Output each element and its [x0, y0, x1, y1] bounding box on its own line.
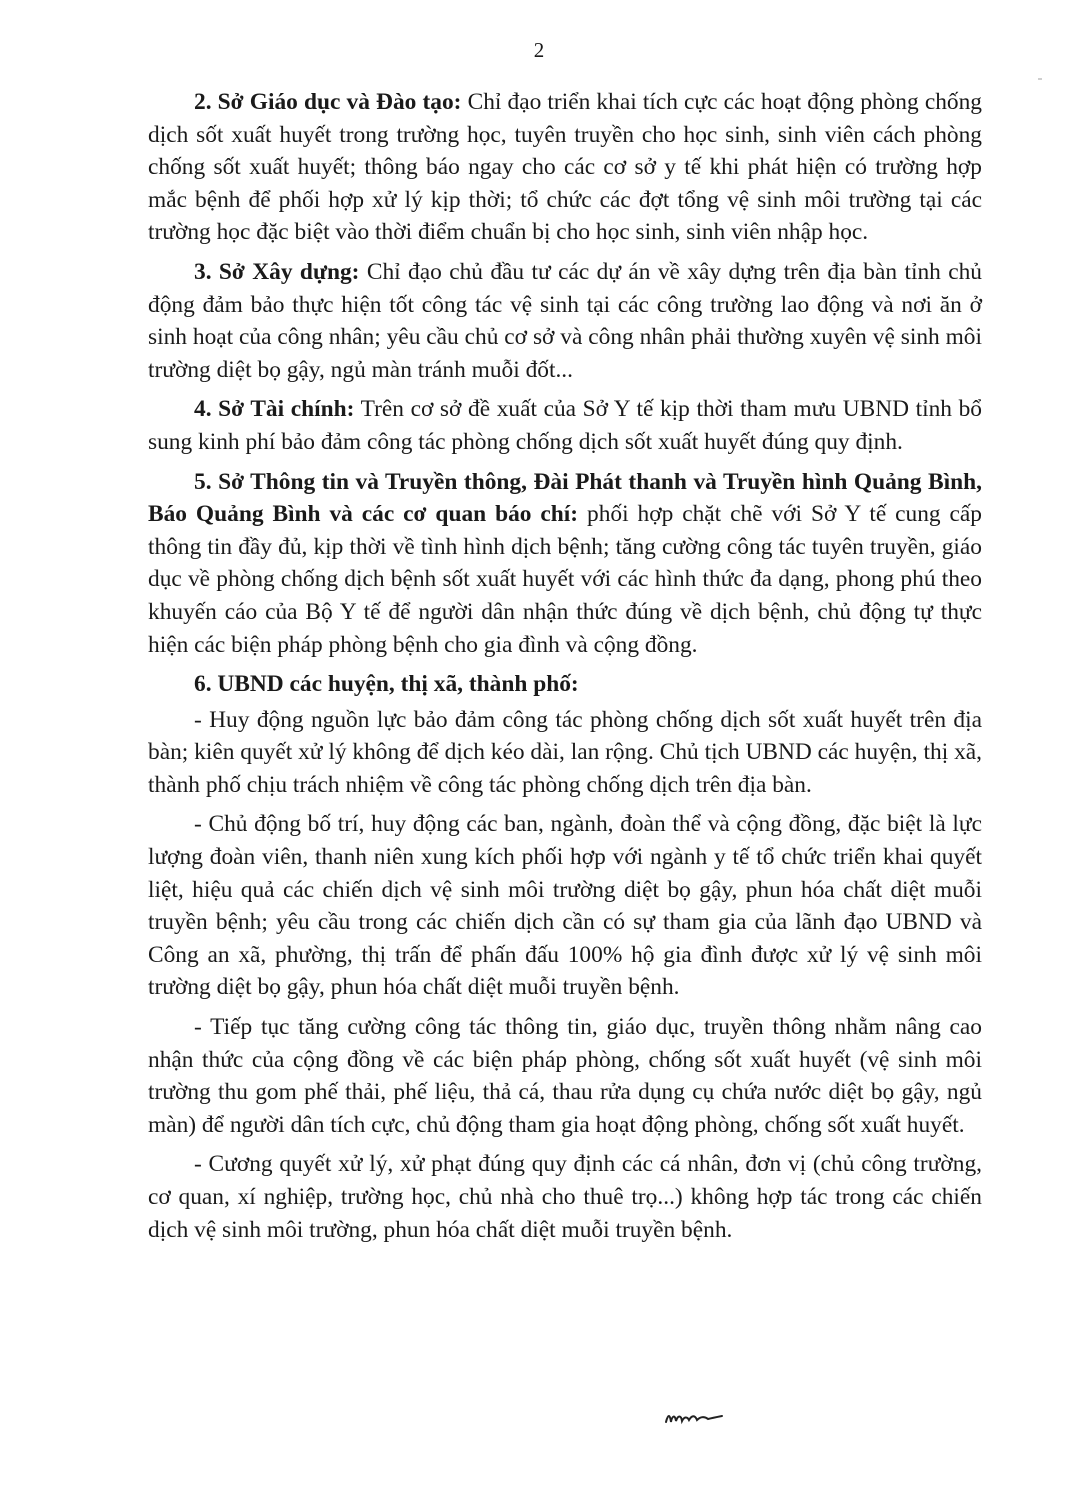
section-5-heading: 5. Sở Thông tin và Truyền thông, Đài Phát thanh và Truyền hình Quảng Bình, Báo Quảng Bình và các cơ quan báo chí:: [148, 468, 982, 528]
document-body: [148, 86, 982, 1253]
section-6-bullet: - Chủ động bố trí, huy động các ban, ngành, đoàn thể và cộng đồng, đặc biệt là lực lượng đoàn viên, thanh niên xung kích phối hợp với ngành y tế tổ chức triển khai quyết liệt, hiệu quả các chiến dịch vệ sinh môi trường diệt bọ gậy, phun hóa chất diệt muỗi truyền bệnh; yêu cầu trong các chiến dịch cần có sự tham gia của lãnh đạo UBND và Công an xã, phường, thị trấn để phấn đấu 100% hộ gia đình được xử lý vệ sinh môi trường diệt bọ gậy, phun hóa chất diệt muỗi truyền bệnh.: [148, 811, 982, 1001]
section-4-paragraph: [148, 393, 982, 458]
section-2-heading: 2. Sở Giáo dục và Đào tạo:: [194, 89, 462, 115]
section-5-text: phối hợp chặt chẽ với Sở Y tế cung cấp thông tin đầy đủ, kịp thời về tình hình dịch bệnh; tăng cường công tác tuyên truyền, giáo dục về phòng chống dịch bệnh sốt xuất huyết với các hình thức đa dạng, phong phú theo khuyến cáo của Bộ Y tế để người dân nhận thức đúng về dịch bệnh, chủ động tự thực hiện các biện pháp phòng bệnh cho gia đình và cộng đồng.: [148, 501, 982, 658]
scan-mark: [1038, 78, 1042, 80]
handwritten-initials-icon: [662, 1408, 726, 1430]
section-6-heading-paragraph: [148, 668, 982, 701]
section-5-paragraph: [148, 466, 982, 662]
page-number: 2: [533, 38, 545, 62]
section-4-text: Trên cơ sở đề xuất của Sở Y tế kịp thời tham mưu UBND tỉnh bổ sung kinh phí bảo đảm công tác phòng chống dịch sốt xuất huyết đúng quy định.: [148, 396, 982, 455]
section-6-bullet: - Cương quyết xử lý, xử phạt đúng quy định các cá nhân, đơn vị (chủ công trường, cơ quan, xí nghiệp, trường học, chủ nhà cho thuê trọ...) không hợp tác trong các chiến dịch vệ sinh môi trường, phun hóa chất diệt muỗi truyền bệnh.: [148, 1151, 982, 1243]
section-3-heading: 3. Sở Xây dựng:: [194, 258, 360, 285]
section-3-paragraph: [148, 256, 982, 386]
section-6-bullet: - Huy động nguồn lực bảo đảm công tác phòng chống dịch sốt xuất huyết trên địa bàn; kiên quyết xử lý không để dịch kéo dài, lan rộng. Chủ tịch UBND các huyện, thị xã, thành phố chịu trách nhiệm về công tác phòng chống dịch trên địa bàn.: [148, 706, 982, 798]
section-2-paragraph: [148, 86, 982, 249]
section-3-text: Chỉ đạo chủ đầu tư các dự án về xây dựng trên địa bàn tỉnh chủ động đảm bảo thực hiện tốt công tác vệ sinh tại các công trường lao động và nơi ăn ở sinh hoạt của công nhân; yêu cầu chủ cơ sở và công nhân phải thường xuyên vệ sinh môi trường diệt bọ gậy, ngủ màn tránh muỗi đốt...: [148, 258, 982, 383]
section-2-text: Chỉ đạo triển khai tích cực các hoạt động phòng chống dịch sốt xuất huyết trong trường học, tuyên truyền cho học sinh, sinh viên cách phòng chống sốt xuất huyết; thông báo ngay cho các cơ sở y tế khi phát hiện có trường hợp mắc bệnh để phối hợp xử lý kịp thời; tổ chức các đợt tổng vệ sinh môi trường tại các trường học đặc biệt vào thời điểm chuẩn bị cho học sinh, sinh viên nhập học.: [148, 89, 982, 246]
section-6-heading: 6. UBND các huyện, thị xã, thành phố:: [194, 671, 579, 698]
section-6-bullet: - Tiếp tục tăng cường công tác thông tin, giáo dục, truyền thông nhằm nâng cao nhận thức của cộng đồng về các biện pháp phòng, chống sốt xuất huyết (vệ sinh môi trường thu gom phế thải, phế liệu, thả cá, thau rửa dụng cụ chứa nước diệt bọ gậy, ngủ màn) để người dân tích cực, chủ động tham gia hoạt động phòng, chống sốt xuất huyết.: [148, 1014, 982, 1138]
section-4-heading: 4. Sở Tài chính:: [194, 396, 355, 423]
